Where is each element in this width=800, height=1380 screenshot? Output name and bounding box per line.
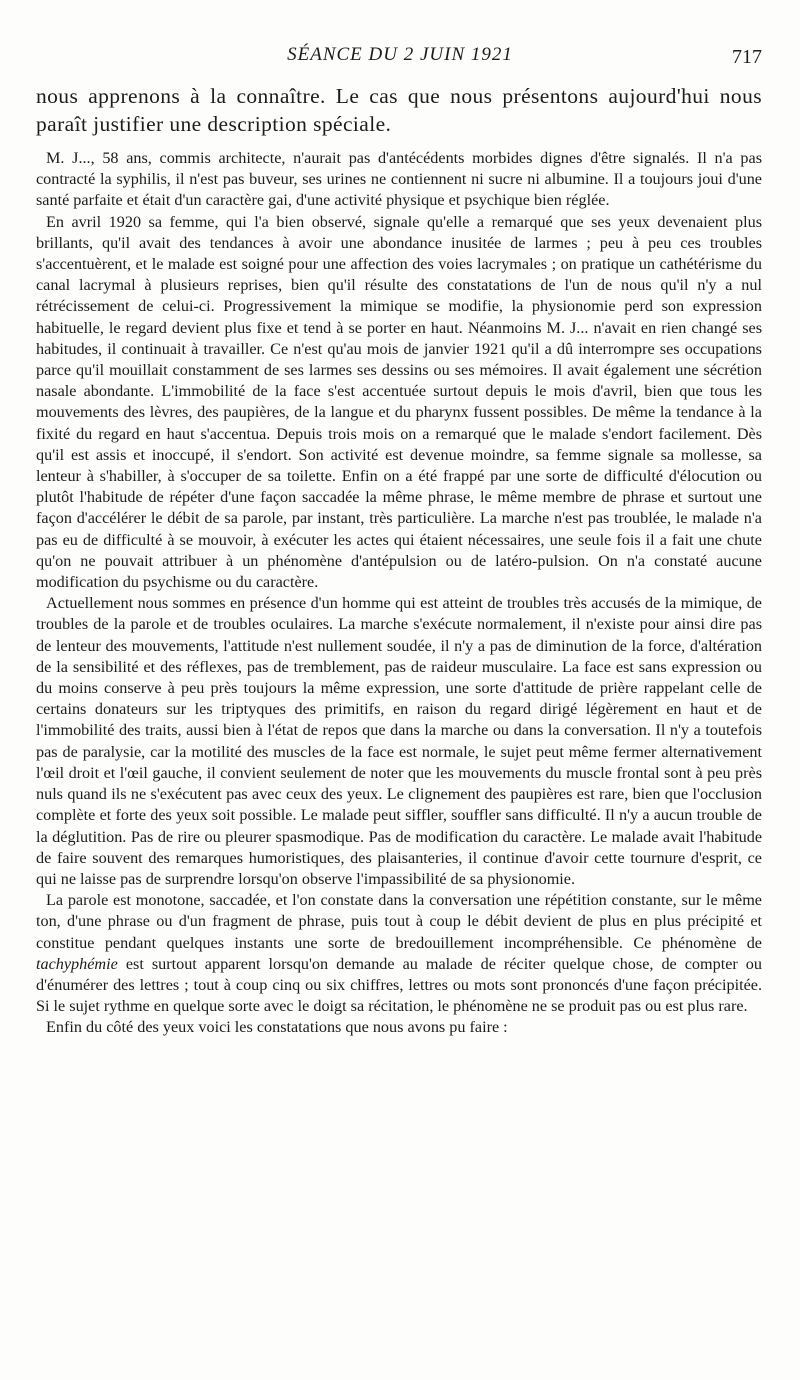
- page-number: 717: [732, 46, 762, 68]
- running-head: [0, 44, 800, 74]
- paragraph-patient-history: M. J..., 58 ans, commis architecte, n'aurait pas d'antécédents morbides dignes d'être signalés. Il n'a pas contracté la syphilis, il n'est pas buveur, ses urines ne contiennent ni sucre ni albumine. Il a toujours joui d'une santé parfaite et était d'un caractère gai, d'une activité physique et psychique bien réglée.: [36, 149, 762, 210]
- paragraph-disease-onset: En avril 1920 sa femme, qui l'a bien observé, signale qu'elle a remarqué que ses yeux devenaient plus brillants, qu'il avait des tendances à avoir une abondance inusitée de larmes ; peu à peu ces troubles s'accentuèrent, et le malade est soigné pour une affection des voies lacrymales ; on pratique un cathétérisme du canal lacrymal à plusieurs reprises, bien qu'il résulte des constatations de l'un de nous qu'il n'y a nul rétrécissement de celui-ci. Progressivement la mimique se modifie, la physionomie perd son expression habituelle, le regard devient plus fixe et tend à se porter en haut. Néanmoins M. J... n'avait en rien changé ses habitudes, il continuait à travailler. Ce n'est qu'au mois de janvier 1921 qu'il a dû interrompre ses occupations parce qu'il mouillait constamment de ses larmes ses dessins ou ses mémoires. Il avait également une sécrétion nasale abondante. L'immobilité de la face s'est accentuée surtout depuis le mois d'avril, bien que tous les mouvements des lèvres, des paupières, de la langue et du pharynx fussent possibles. De même la tendance à la fixité du regard en haut s'accentua. Depuis trois mois on a remarqué que le malade s'endort facilement. Dès qu'il est assis et inoccupé, il s'endort. Son activité est devenue moindre, sa femme signale sa mollesse, sa lenteur à s'habiller, à s'occuper de sa toilette. Enfin on a été frappé par une sorte de difficulté d'élocution ou plutôt l'habitude de répéter d'une façon saccadée la même phrase, le même membre de phrase et surtout une façon d'accélérer le débit de sa parole, par instant, très particulière. La marche n'est pas troublée, le malade n'a pas eu de difficulté à se mouvoir, à exécuter les actes qui étaient nécessaires, une seule fois il a fait une chute qu'on ne pouvait attribuer à un phénomène d'antépulsion ou de latéro-pulsion. On n'a constaté aucune modification du psychisme ou du caractère.: [36, 212, 762, 592]
- paragraph-eyes-intro: Enfin du côté des yeux voici les constatations que nous avons pu faire :: [46, 1018, 508, 1037]
- lead-paragraph: nous apprenons à la connaître. Le cas que nous présentons aujourd'hui nous paraît justifier une description spéciale.: [36, 84, 762, 136]
- paragraph-current-state: Actuellement nous sommes en présence d'un homme qui est atteint de troubles très accusés de la mimique, de troubles de la parole et de troubles oculaires. La marche s'exécute normalement, il n'existe pour ainsi dire pas de lenteur des mouvements, l'attitude n'est nullement soudée, il n'y a pas de diminution de la force, d'altération de la sensibilité et des réflexes, pas de tremblement, pas de raideur musculaire. La face est sans expression ou du moins conserve à peu près toujours la même expression, une sorte d'attitude de prière rappelant celle de certains donateurs sur les triptyques des primitifs, en raison du regard dirigé légèrement en haut et de l'immobilité des traits, aussi bien à l'état de repos que dans la marche ou dans la conversation. Il n'y a toutefois pas de paralysie, car la motilité des muscles de la face est normale, le sujet peut même fermer alternativement l'œil droit et l'œil gauche, il convient seulement de noter que les mouvements du muscle frontal sont à peu près nuls quand ils ne s'exécutent pas avec ceux des yeux. Le clignement des paupières est rare, bien que l'occlusion complète et forte des yeux soit possible. Le malade peut siffler, souffler sans difficulté. Il n'y a aucun trouble de la déglutition. Pas de rire ou pleurer spasmodique. Pas de modification du caractère. Le malade avait l'habitude de faire souvent des remarques humoristiques, des plaisanteries, il continue d'avoir cette tournure d'esprit, ce qui ne laisse pas de surprendre lorsqu'on observe l'impassibilité de sa physionomie.: [36, 594, 762, 888]
- speech-text-end: est surtout apparent lorsqu'on demande au malade de réciter quelque chose, de compter ou d'énumérer des lettres ; tout à coup cinq ou six chiffres, lettres ou mots sont prononcés d'une façon précipitée. Si le sujet rythme en quelque sorte avec le doigt sa récitation, le phénomène ne se produit pas ou est plus rare.: [36, 954, 762, 1016]
- speech-text-start: La parole est monotone, saccadée, et l'on constate dans la conversation une répétition constante, sur le même ton, d'une phrase ou d'un fragment de phrase, puis tout à coup le débit devient de plus en plus précipité et constitue pendant quelques instants une sorte de bredouillement incompréhensible. Ce phénomène de: [36, 891, 762, 952]
- running-title: SÉANCE DU 2 JUIN 1921: [287, 44, 513, 65]
- term-tachyphemie: tachyphémie: [36, 954, 118, 973]
- paragraph-speech: [36, 890, 762, 1017]
- body-text: [36, 82, 762, 1039]
